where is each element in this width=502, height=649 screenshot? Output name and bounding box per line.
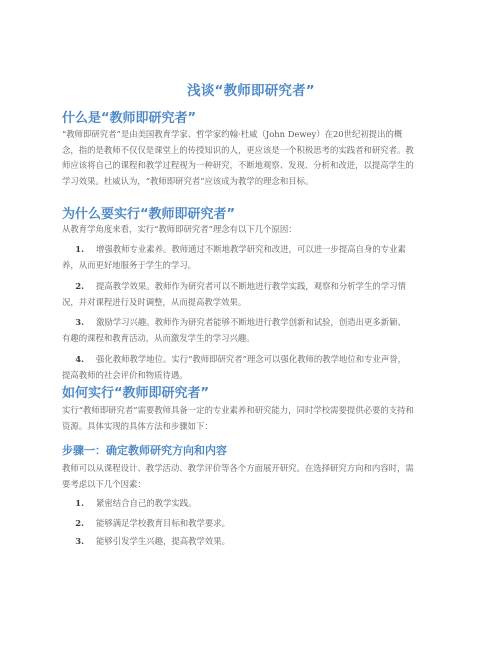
list-item <box>62 242 414 273</box>
list-item <box>62 352 414 383</box>
list-item-text: 紧密结合自己的教学实践。 <box>96 498 197 508</box>
list-item-text: 增强教师专业素养。教师通过不断地教学研究和改进，可以进一步提高自身的专业素养，从而更好地服务于学生的学习。 <box>62 244 406 270</box>
list-item-number: 1 . <box>62 242 96 258</box>
list-item <box>62 534 414 550</box>
list-item <box>62 496 414 512</box>
section-intro-why: 从教育学角度来看，实行“教师即研究者”理念有以下几个原因： <box>62 224 297 234</box>
list-item-text: 强化教师教学地位。实行“教师即研究者”理念可以强化教师的教学地位和专业声誉，提高教师的社会评价和物质待遇。 <box>62 354 407 380</box>
list-item-text: 能够满足学校教育目标和教学要求。 <box>96 518 230 528</box>
list-item <box>62 279 414 310</box>
list-item <box>62 315 414 346</box>
list-item-number: 4 . <box>62 352 96 368</box>
section-paragraph-what: “教师即研究者”是由美国教育学家、哲学家约翰·杜威（John Dewey）在20世纪初提出的概念，指的是教师不仅仅是课堂上的传授知识的人，更应该是一个积极思考的实践者和研究者。教师应该将自己的课程和教学过程视为一种研究，不断地观察、发现、分析和改进，以提高学生的学习效果。杜威认为，“教师即研究者”应该成为教学的理念和目标。 <box>62 129 414 186</box>
document-title: 浅谈“教师即研究者” <box>187 83 315 99</box>
list-item-text: 能够引发学生兴趣，提高教学效果。 <box>96 536 230 546</box>
list-item-text: 激励学习兴趣。教师作为研究者能够不断地进行教学创新和试验，创造出更多新颖、有趣的课程和教育活动，从而激发学生的学习兴趣。 <box>62 317 406 343</box>
list-item-number: 3 . <box>62 534 96 550</box>
step-heading: 步骤一：确定教师研究方向和内容 <box>62 444 227 457</box>
list-item <box>62 516 414 532</box>
list-item-number: 2 . <box>62 516 96 532</box>
section-heading-how: 如何实行“教师即研究者” <box>62 386 210 401</box>
list-item-number: 3 . <box>62 315 96 331</box>
section-intro-how: 实行“教师即研究者”需要教师具备一定的专业素养和研究能力，同时学校需要提供必要的支持和资源。具体实现的具体方法和步骤如下： <box>62 405 414 431</box>
list-item-number: 1 . <box>62 496 96 512</box>
section-heading-what: 什么是“教师即研究者” <box>62 111 197 126</box>
step-intro: 教师可以从课程设计、教学活动、教学评价等各个方面展开研究。在选择研究方向和内容时，需要考虑以下几个因素： <box>62 463 414 489</box>
list-item-number: 2 . <box>62 279 96 295</box>
section-heading-why: 为什么要实行“教师即研究者” <box>62 207 236 222</box>
list-item-text: 提高教学效果。教师作为研究者可以不断地进行教学实践，观察和分析学生的学习情况，并对课程进行及时调整，从而提高教学效果。 <box>62 281 406 307</box>
